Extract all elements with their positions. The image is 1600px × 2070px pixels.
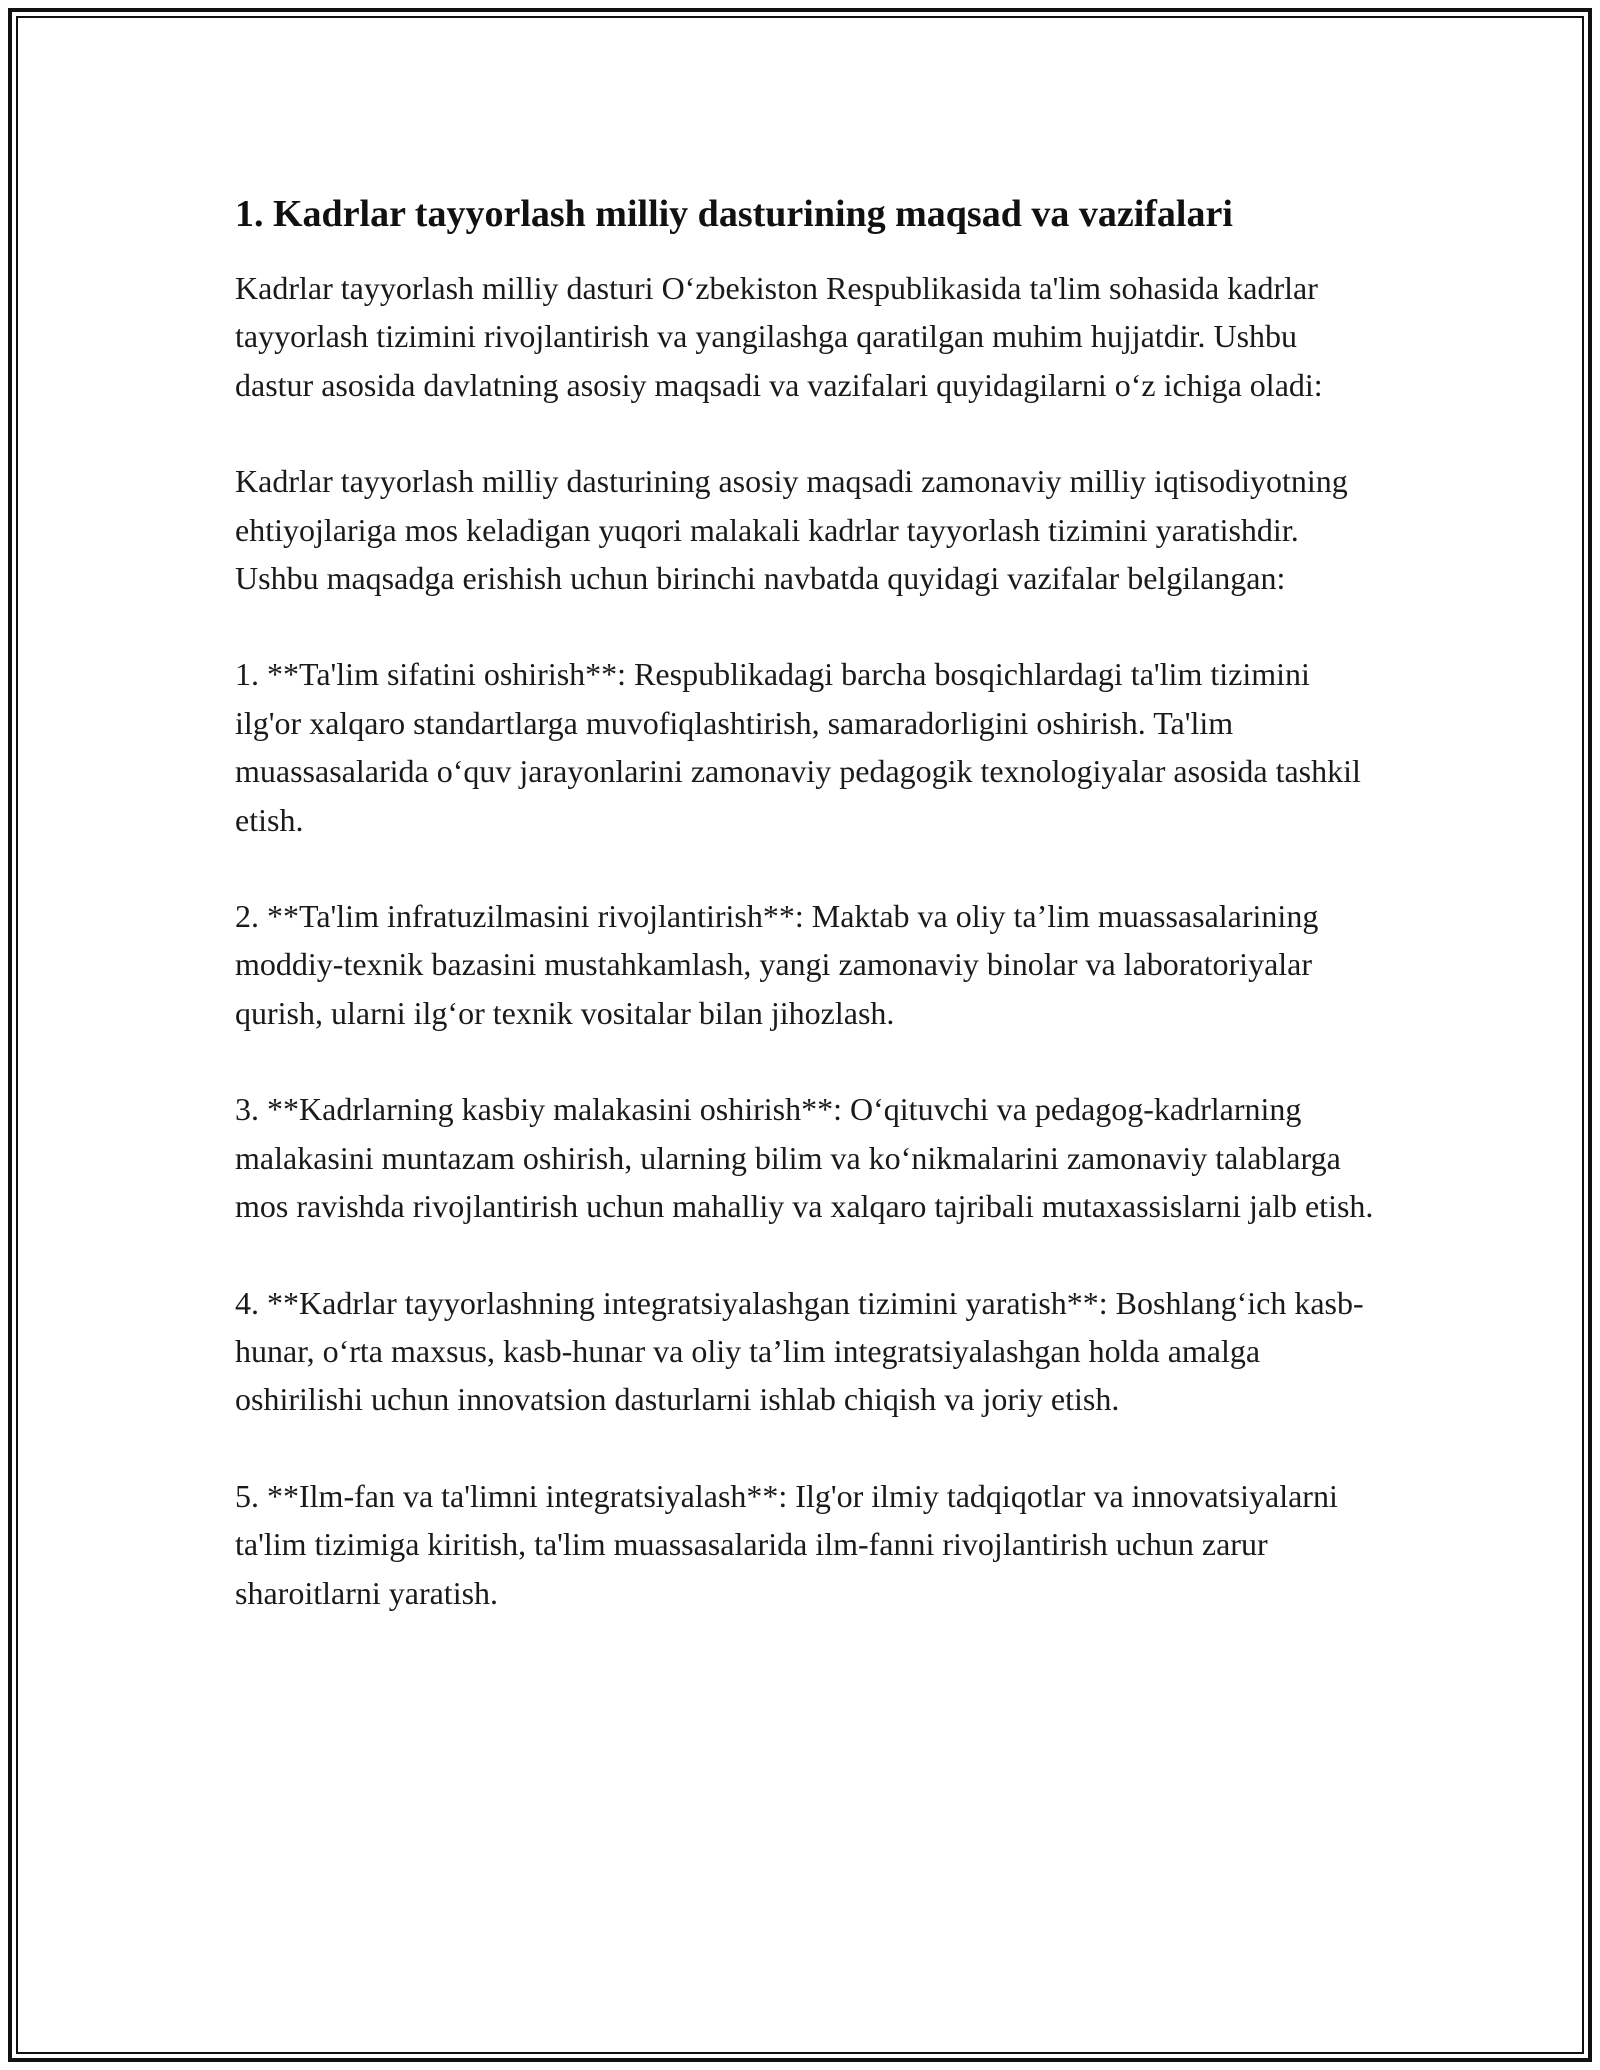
task-item-5: 5. **Ilm-fan va ta'limni integratsiyalash**: Ilg'or ilmiy tadqiqotlar va innovatsiyalarni ta'lim tizimiga kiritish, ta'lim muassasalarida ilm-fanni rivojlantirish uchun zarur sharoitlarni yaratish. — [235, 1477, 1338, 1611]
task-item-3: 3. **Kadrlarning kasbiy malakasini oshirish**: O‘qituvchi va pedagog-kadrlarning malakasini muntazam oshirish, ularning bilim va ko‘nikmalarini zamonaviy talablarga mos ravishda rivojlantirish uchun mahalliy va xalqaro tajribali mutaxassislarni jalb etish. — [235, 1091, 1374, 1225]
section-heading: 1. Kadrlar tayyorlash milliy dasturining maqsad va vazifalari — [235, 193, 1233, 235]
task-item-2: 2. **Ta'lim infratuzilmasini rivojlantirish**: Maktab va oliy ta’lim muassasalarining moddiy-texnik bazasini mustahkamlash, yangi zamonaviy binolar va laboratoriyalar qurish, ularni ilg‘or texnik vositalar bilan jihozlash. — [235, 898, 1319, 1031]
task-item-1: 1. **Ta'lim sifatini oshirish**: Respublikadagi barcha bosqichlardagi ta'lim tizimini ilg'or xalqaro standartlarga muvofiqlashtirish, samaradorligini oshirish. Ta'lim muassasalarida o‘quv jarayonlarini zamonaviy pedagogik texnologiyalar asosida tashkil etish. — [235, 656, 1361, 838]
document-body — [235, 186, 1375, 1665]
task-item-4: 4. **Kadrlar tayyorlashning integratsiyalashgan tizimini yaratish**: Boshlang‘ich kasb-hunar, o‘rta maxsus, kasb-hunar va oliy ta’lim integratsiyalashgan holda amalga oshirilishi uchun innovatsion dasturlarni ishlab chiqish va joriy etish. — [235, 1284, 1364, 1418]
goal-paragraph: Kadrlar tayyorlash milliy dasturining asosiy maqsadi zamonaviy milliy iqtisodiyotning ehtiyojlariga mos keladigan yuqori malakali kadrlar tayyorlash tizimini yaratishdir. Ushbu maqsadga erishish uchun birinchi navbatda quyidagi vazifalar belgilangan: — [235, 463, 1348, 597]
intro-paragraph: Kadrlar tayyorlash milliy dasturi O‘zbekiston Respublikasida ta'lim sohasida kadrlar tayyorlash tizimini rivojlantirish va yangilashga qaratilgan muhim hujjatdir. Ushbu dastur asosida davlatning asosiy maqsadi va vazifalari quyidagilarni o‘z ichiga oladi: — [235, 270, 1323, 403]
